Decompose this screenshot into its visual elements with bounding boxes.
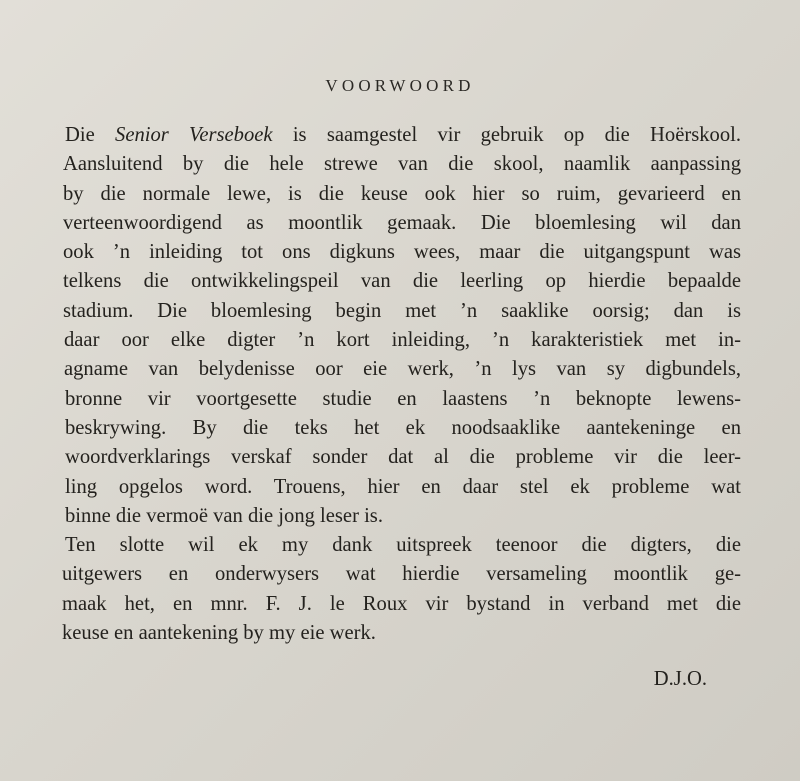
paragraph-line: by die normale lewe, is die keuse ook hier so ruim, gevarieerd en xyxy=(63,182,741,205)
line-text-before: Die xyxy=(65,124,116,146)
paragraph-line: keuse en aantekening by my eie werk. xyxy=(62,621,376,644)
paragraph-line: Ten slotte wil ek my dank uitspreek teenoor die digters, die xyxy=(65,534,741,556)
page-title: VOORWOORD xyxy=(325,76,475,95)
paragraph-line xyxy=(65,121,741,150)
paragraph-line: beskrywing. By die teks het ek noodsaaklike aantekeninge en xyxy=(65,416,741,439)
paragraph-line: maak het, en mnr. F. J. le Roux vir bystand in verband met die xyxy=(62,592,741,615)
paragraph-line: telkens die ontwikkelingspeil van die leerling op hierdie bepaalde xyxy=(63,270,741,293)
paragraph-line: daar oor elke digter ’n kort inleiding, ’n karakteristiek met in- xyxy=(64,329,741,352)
line-text-after: is saamgestel vir gebruik op die Hoërskool. xyxy=(272,124,742,146)
author-initials: D.J.O. xyxy=(653,668,707,690)
paragraph-line: stadium. Die bloemlesing begin met ’n saaklike oorsig; dan is xyxy=(63,299,741,322)
paragraph-line: ook ’n inleiding tot ons digkuns wees, maar die uitgangspunt was xyxy=(63,241,741,264)
paragraph-line: uitgewers en onderwysers wat hierdie versameling moontlik ge- xyxy=(62,563,741,586)
paragraph-line: ling opgelos word. Trouens, hier en daar stel ek probleme wat xyxy=(65,475,741,498)
paragraph-line: bronne vir voortgesette studie en laastens ’n beknopte lewens- xyxy=(65,387,741,410)
paragraph-line: binne die vermoë van die jong leser is. xyxy=(65,504,383,527)
paragraph-1 xyxy=(65,121,741,531)
paragraph-line: woordverklarings verskaf sonder dat al die probleme vir die leer- xyxy=(65,446,741,469)
paragraph-line: agname van belydenisse oor eie werk, ’n lys van sy digbundels, xyxy=(64,358,741,381)
paragraph-line: Aansluitend by die hele strewe van die skool, naamlik aanpassing xyxy=(63,153,741,176)
book-title-italic: Senior Verseboek xyxy=(115,124,273,146)
paragraph-2 xyxy=(62,531,741,648)
paragraph-line: verteenwoordigend as moontlik gemaak. Die bloemlesing wil dan xyxy=(63,211,741,234)
